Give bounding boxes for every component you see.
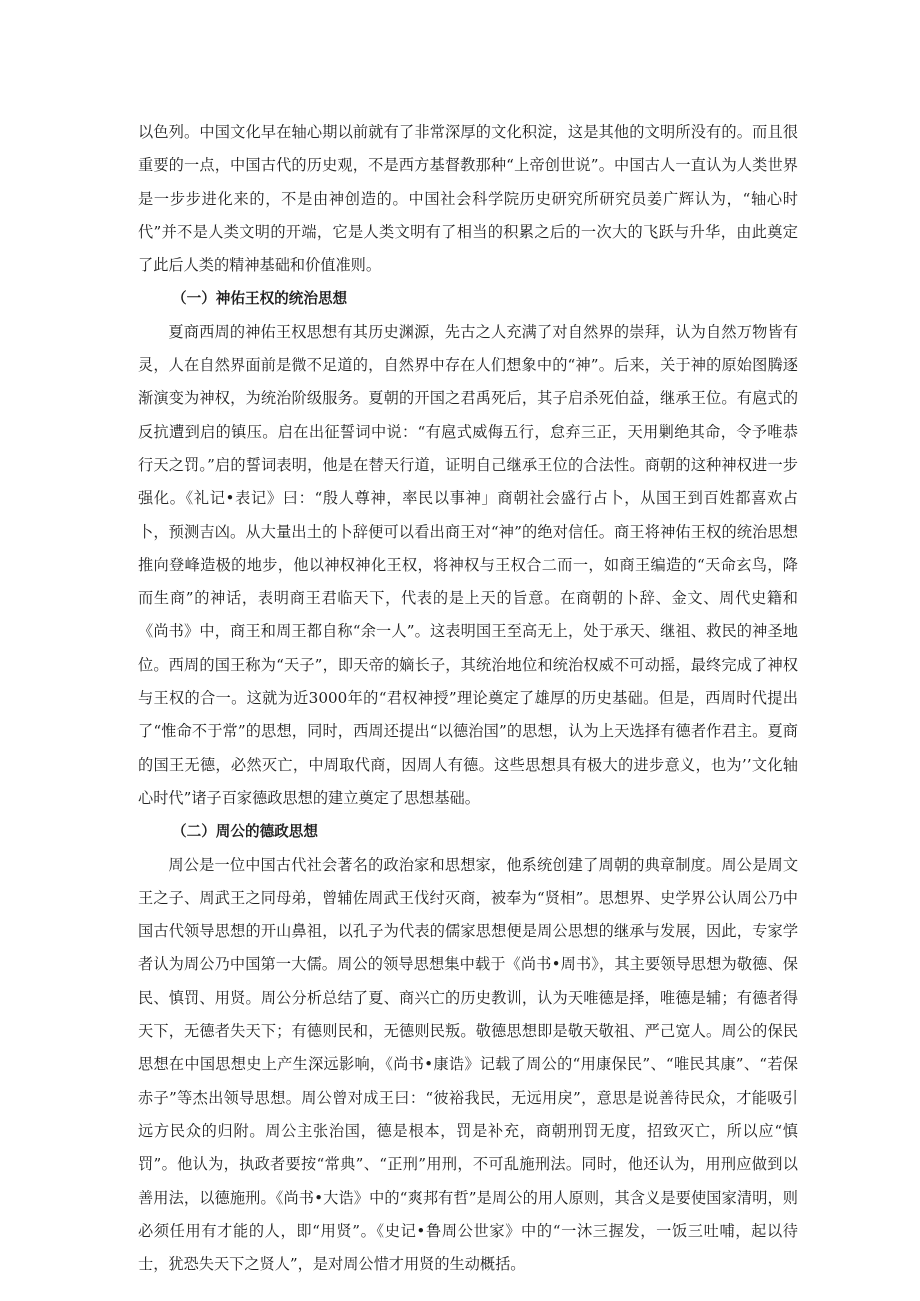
- document-page: [138, 116, 798, 1281]
- section-heading-theocratic-rule: （一）神佑王权的统治思想: [172, 290, 348, 308]
- section-body-duke-zhou: 周公是一位中国古代社会著名的政治家和思想家，他系统创建了周朝的典章制度。周公是周文王之子、周武王之同母弟，曾辅佐周武王伐纣灭商，被奉为“贤相”。思想界、史学界公认周公乃中国古代领导思想的开山鼻祖，以孔子为代表的儒家思想便是周公思想的继承与发展，因此，专家学者认为周公乃中国第一大儒。周公的领导思想集中载于《尚书•周书》，其主要领导思想为敬德、保民、慎罚、用贤。周公分析总结了夏、商兴亡的历史教训，认为天唯德是择，唯德是辅；有德者得天下，无德者失天下；有德则民和，无德则民叛。敬德思想即是敬天敬祖、严己宽人。周公的保民思想在中国思想史上产生深远影响，《尚书•康诰》记载了周公的“用康保民”、“唯民其康”、“若保赤子”等杰出领导思想。周公曾对成王曰：“彼裕我民，无远用戾”，意思是说善待民众，才能吸引远方民众的归附。周公主张治国，德是根本，罚是补充，商朝刑罚无度，招致灭亡，所以应“慎罚”。他认为，执政者要按“常典”、“正刑”用刑，不可乱施刑法。同时，他还认为，用刑应做到以善用法，以德施刑。《尚书•大诰》中的“爽邦有哲”是周公的用人原则，其含义是要使国家清明，则必须任用有才能的人，即“用贤”。《史记•鲁周公世家》中的“一沐三握发，一饭三吐哺，起以待士，犹恐失天下之贤人”，是对周公惜才用贤的生动概括。: [138, 855, 798, 1274]
- intro-paragraph: 以色列。中国文化早在轴心期以前就有了非常深厚的文化积淀，这是其他的文明所没有的。而且很重要的一点，中国古代的历史观，不是西方基督教那种“上帝创世说”。中国古人一直认为人类世界是一步步进化来的，不是由神创造的。中国社会科学院历史研究所研究员姜广辉认为，“轴心时代”并不是人类文明的开端，它是人类文明有了相当的积累之后的一次大的飞跃与升华，由此奠定了此后人类的精神基础和价值准则。: [138, 123, 798, 275]
- section-heading-duke-zhou: （二）周公的德政思想: [172, 823, 318, 841]
- section-body-theocratic-rule: 夏商西周的神佑王权思想有其历史渊源，先古之人充满了对自然界的崇拜，认为自然万物皆有灵，人在自然界面前是微不足道的，自然界中存在人们想象中的“神”。后来，关于神的原始图腾逐渐演变为神权，为统治阶级服务。夏朝的开国之君禹死后，其子启杀死伯益，继承王位。有扈式的反抗遭到启的镇压。启在出征誓词中说：“有扈式威侮五行，怠弃三正，天用剿绝其命，令予唯恭行天之罚。”启的誓词表明，他是在替天行道，证明自己继承王位的合法性。商朝的这种神权进一步强化。《礼记•表记》曰：“殷人尊神，率民以事神」商朝社会盛行占卜，从国王到百姓都喜欢占卜，预测吉凶。从大量出土的卜辞便可以看出商王对“神”的绝对信任。商王将神佑王权的统治思想推向登峰造极的地步，他以神权神化王权，将神权与王权合二而一，如商王编造的“天命玄鸟，降而生商”的神话，表明商王君临天下，代表的是上天的旨意。在商朝的卜辞、金文、周代史籍和《尚书》中，商王和周王都自称“余一人”。这表明国王至高无上，处于承天、继祖、救民的神圣地位。西周的国王称为“天子”，即天帝的嫡长子，其统治地位和统治权威不可动摇，最终完成了神权与王权的合一。这就为近3000年的“君权神授”理论奠定了雄厚的历史基础。但是，西周时代提出了“惟命不于常”的思想，同时，西周还提出“以德治国”的思想，认为上天选择有德者作君主。夏商的国王无德，必然灭亡，中周取代商，因周人有德。这些思想具有极大的进步意义，也为’’文化轴心时代”诸子百家德政思想的建立奠定了思想基础。: [138, 322, 798, 807]
